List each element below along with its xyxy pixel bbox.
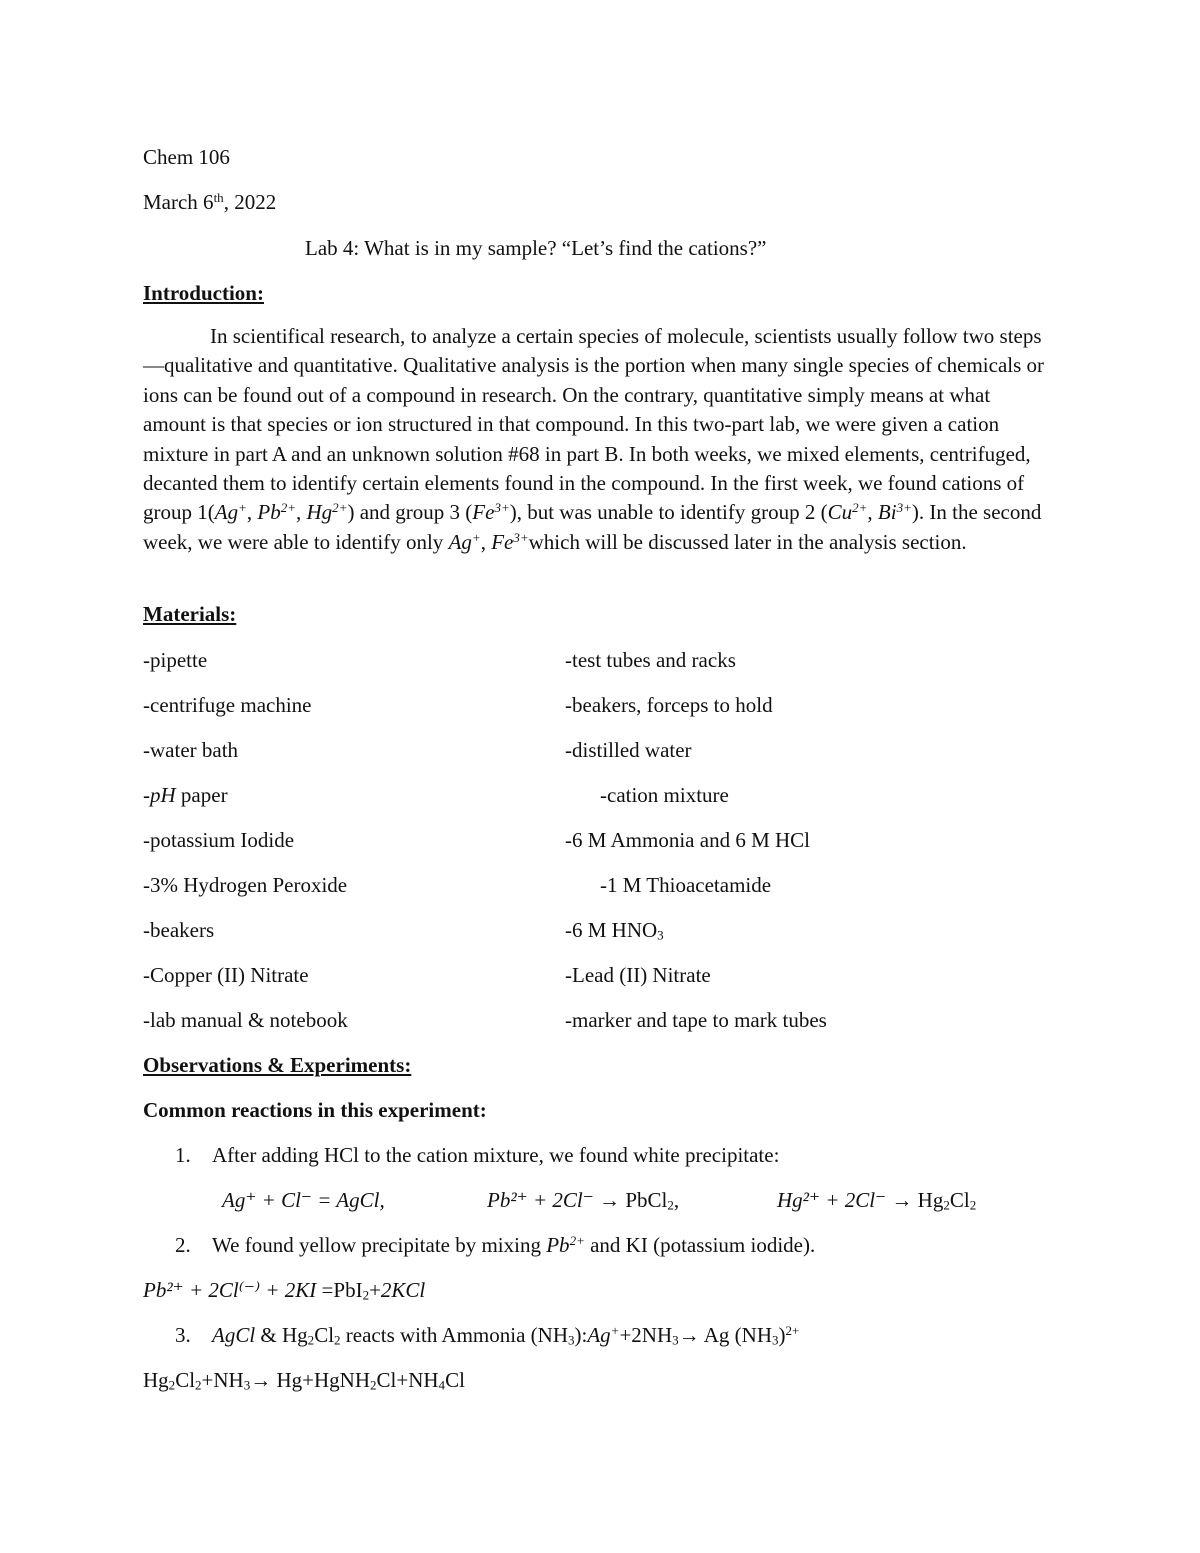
material-left-ph: -pH paper: [143, 783, 228, 807]
intro-text-1: In scientifical research, to analyze a certain species of molecule, scientists usually follow two steps—qualitative and quantitative. Qualitative analysis is the portion when many single species of chemicals or ions can be found out of a compound in research. On the contrary, quantitative simply means at what amount is that species or ion structured in that compound. In this two-part lab, we were given a cation mixture in part A and an unknown solution #68 in part B. In both weeks, we mixed elements, centrifuged, decanted them to identify certain elements found in the compound. In the first week, we found cations of group 1(: [143, 324, 1045, 525]
item-3-text: AgCl & $Hg_2Cl_2$ reacts with Ammonia $(NH_3):Ag^++2NH_3\to Ag$ $(NH_3)^{2+}$: [212, 1322, 800, 1348]
intro-text-4: ). In the second week, we were able to identify only: [143, 500, 1042, 554]
ion-fe-2: $Fe^{3+}$: [491, 529, 529, 554]
materials-heading: Materials:: [143, 602, 237, 626]
material-left-8: -lab manual & notebook: [143, 1008, 348, 1032]
date-prefix: March 6: [143, 190, 214, 214]
material-right-9: -marker and tape to mark tubes: [565, 1008, 827, 1032]
material-right-4: -cation mixture: [600, 783, 729, 807]
date-suffix: , 2022: [223, 190, 277, 214]
equation-1b: Pb²⁺ + 2Cl⁻ → PbCl$_2$,: [487, 1188, 680, 1213]
material-left-2: -centrifuge machine: [143, 693, 312, 717]
comma: ,: [867, 500, 878, 525]
ion-ag-2: Ag+: [448, 529, 481, 554]
date-sup: th: [213, 189, 224, 205]
material-left-1: -pipette: [143, 648, 208, 672]
item-2-text: We found yellow precipitate by mixing $Pb^{2+}$ and KI (potassium iodide).: [212, 1232, 816, 1257]
ion-pb-inline: $Pb^{2+}$: [546, 1232, 585, 1257]
introduction-paragraph: [143, 322, 1058, 557]
material-right-2: -beakers, forceps to hold: [565, 693, 773, 717]
comma: ,: [480, 529, 492, 554]
ion-ag: Ag+: [214, 500, 247, 525]
material-left-6: -beakers: [143, 918, 215, 942]
ion-pb: $Pb^{2+}$: [257, 500, 296, 525]
ion-hg: $Hg^{2+}$: [306, 500, 348, 525]
material-right-3: -distilled water: [565, 738, 692, 762]
ion-fe: $Fe^{3+}$: [472, 500, 510, 525]
reactions-subheading: Common reactions in this experiment:: [143, 1098, 487, 1122]
equation-1a: Ag⁺ + Cl⁻ = AgCl,: [222, 1188, 385, 1212]
equation-3: $Hg_2Cl_2+NH_3\to$ $Hg+HgNH_2Cl+NH_4Cl$: [143, 1368, 465, 1393]
intro-text-2: ) and group 3 (: [347, 500, 473, 525]
equation-2: Pb²⁺ + 2Cl⁽⁻⁾ + 2KI =PbI$_2$+2KCl: [143, 1278, 426, 1303]
item-2-number: 2.: [175, 1233, 191, 1257]
course-name: Chem 106: [143, 145, 230, 169]
ion-ag-inline: Ag+: [587, 1322, 620, 1347]
intro-text-5: which will be discussed later in the analysis section.: [528, 529, 967, 554]
intro-text-3: ), but was unable to identify group 2 (: [509, 500, 828, 525]
material-left-3: -water bath: [143, 738, 239, 762]
item-1-number: 1.: [175, 1143, 191, 1167]
material-left-5: -3% Hydrogen Peroxide: [143, 873, 348, 897]
lab-title: Lab 4: What is in my sample? “Let’s find the cations?”: [305, 236, 767, 260]
item-1-text: After adding HCl to the cation mixture, we found white precipitate:: [212, 1143, 780, 1167]
introduction-heading: Introduction:: [143, 281, 264, 305]
observations-heading: Observations & Experiments:: [143, 1053, 412, 1077]
comma: ,: [246, 500, 258, 525]
item-3-number: 3.: [175, 1323, 191, 1347]
material-left-7: -Copper (II) Nitrate: [143, 963, 309, 987]
comma: ,: [296, 500, 307, 525]
ion-cu: $Cu^{2+}$: [827, 500, 868, 525]
material-right-5: -6 M Ammonia and 6 M HCl: [565, 828, 810, 852]
ion-bi: $Bi^{3+}$: [877, 500, 912, 525]
report-date: [143, 190, 276, 215]
material-right-6: -1 M Thioacetamide: [600, 873, 772, 897]
equation-1c: $Hg^{2+} + 2Cl^- \to Hg_2Cl_2$: [777, 1188, 977, 1213]
material-left-4: -potassium Iodide: [143, 828, 295, 852]
material-right-1: -test tubes and racks: [565, 648, 736, 672]
material-right-8: -Lead (II) Nitrate: [565, 963, 711, 987]
material-right-7: -6 M $HNO_3$: [565, 918, 664, 943]
